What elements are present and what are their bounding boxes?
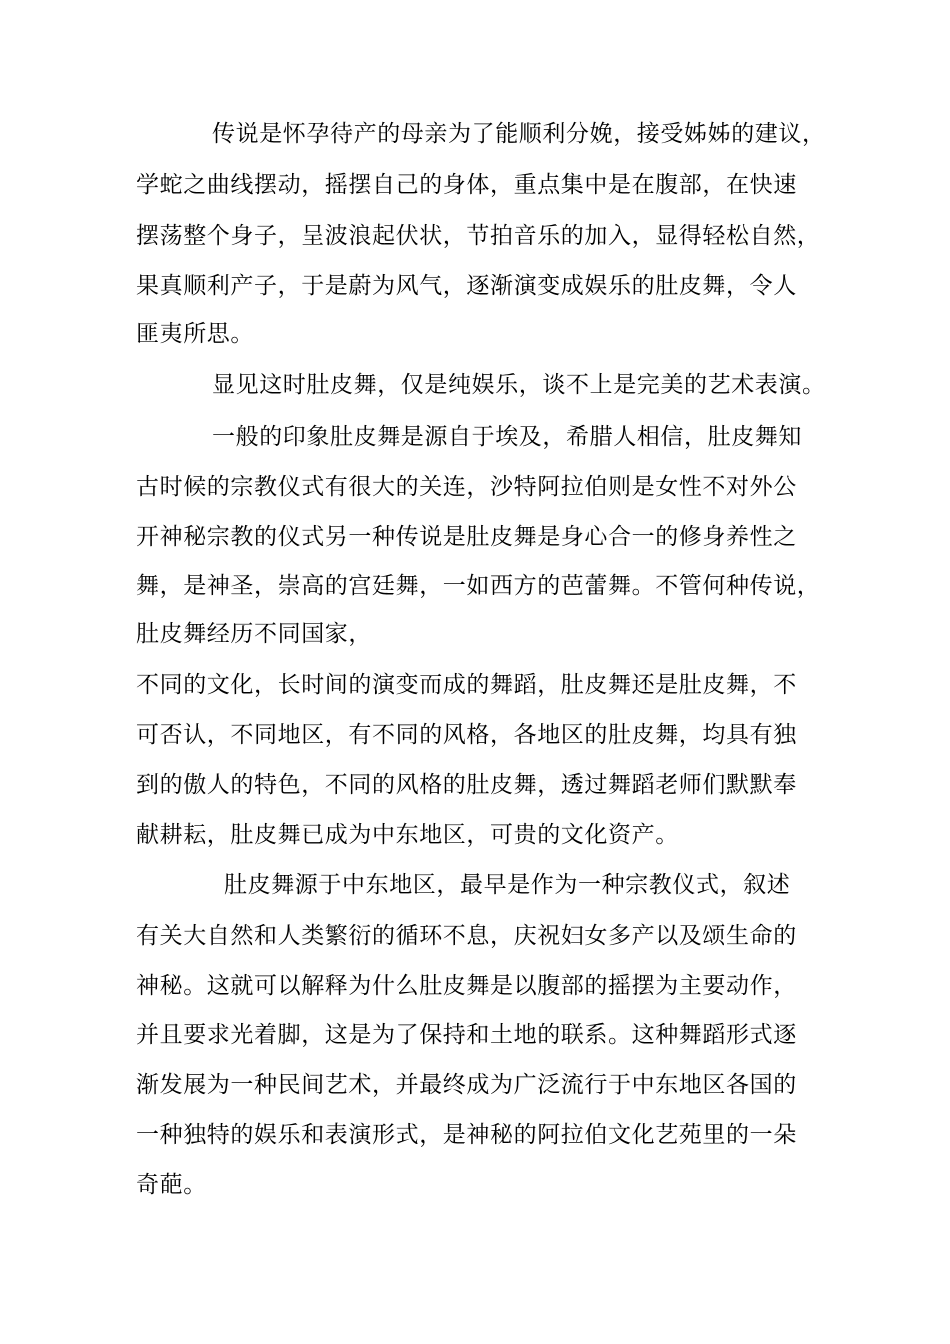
paragraph-3-line-1: 一般的印象肚皮舞是源自于埃及，希腊人相信，肚皮舞知: [212, 424, 802, 450]
paragraph-1-line-4: 果真顺利产子，于是蔚为风气，逐渐演变成娱乐的肚皮舞，令人: [136, 273, 797, 299]
paragraph-3-line-3: 开神秘宗教的仪式另一种传说是肚皮舞是身心合一的修身养性之: [136, 524, 797, 550]
paragraph-5-line-7: 奇葩。: [136, 1172, 207, 1198]
paragraph-4-line-1: 不同的文化，长时间的演变而成的舞蹈，肚皮舞还是肚皮舞，不: [136, 672, 797, 698]
paragraph-5-line-3: 神秘。这就可以解释为什么肚皮舞是以腹部的摇摆为主要动作，: [136, 973, 797, 999]
paragraph-5-line-2: 有关大自然和人类繁衍的循环不息，庆祝妇女多产以及颂生命的: [136, 923, 797, 949]
paragraph-3-line-5: 肚皮舞经历不同国家，: [136, 621, 372, 647]
paragraph-2-line-1: 显见这时肚皮舞，仅是纯娱乐，谈不上是完美的艺术表演。: [212, 372, 826, 398]
paragraph-1-line-3: 摆荡整个身子，呈波浪起伏状，节拍音乐的加入，显得轻松自然，: [136, 223, 821, 249]
paragraph-5-line-1: 肚皮舞源于中东地区，最早是作为一种宗教仪式，叙述: [224, 872, 791, 898]
paragraph-4-line-2: 可否认，不同地区，有不同的风格，各地区的肚皮舞，均具有独: [136, 722, 797, 748]
paragraph-4-line-4: 献耕耘，肚皮舞已成为中东地区，可贵的文化资产。: [136, 822, 679, 848]
paragraph-5-line-4: 并且要求光着脚，这是为了保持和土地的联系。这种舞蹈形式逐: [136, 1022, 797, 1048]
paragraph-1-line-5: 匪夷所思。: [136, 321, 254, 347]
paragraph-4-line-3: 到的傲人的特色，不同的风格的肚皮舞，透过舞蹈老师们默默奉: [136, 772, 797, 798]
paragraph-5-line-5: 渐发展为一种民间艺术，并最终成为广泛流行于中东地区各国的: [136, 1072, 797, 1098]
paragraph-3-line-2: 古时候的宗教仪式有很大的关连，沙特阿拉伯则是女性不对外公: [136, 474, 797, 500]
paragraph-5-line-6: 一种独特的娱乐和表演形式，是神秘的阿拉伯文化艺苑里的一朵: [136, 1122, 797, 1148]
paragraph-1-line-1: 传说是怀孕待产的母亲为了能顺利分娩，接受姊姊的建议，: [212, 121, 826, 147]
paragraph-1-line-2: 学蛇之曲线摆动，摇摆自己的身体，重点集中是在腹部，在快速: [136, 172, 797, 198]
paragraph-3-line-4: 舞，是神圣，崇高的宫廷舞，一如西方的芭蕾舞。不管何种传说，: [136, 573, 821, 599]
